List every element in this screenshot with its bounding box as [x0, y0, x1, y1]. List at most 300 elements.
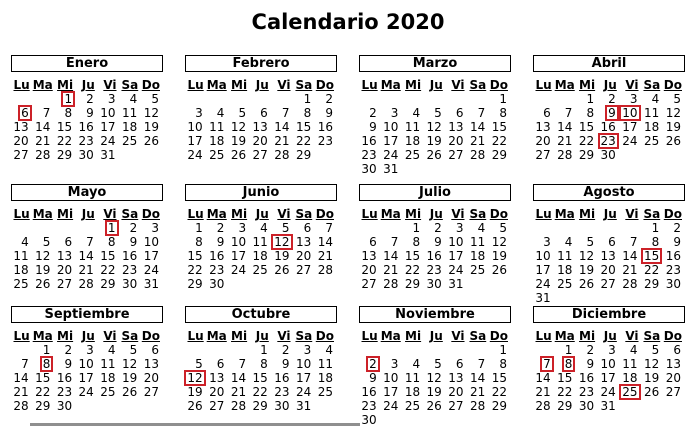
day-cell	[120, 134, 142, 148]
day-number: 25	[404, 399, 421, 413]
day-cell	[468, 221, 490, 235]
day-number: 7	[390, 235, 399, 249]
day-number: 19	[426, 385, 442, 399]
day-number: 20	[600, 263, 616, 277]
day-cell	[185, 221, 207, 235]
day-cell	[207, 221, 229, 235]
day-number: 8	[586, 106, 595, 120]
day-number: 22	[557, 385, 573, 399]
day-cell	[620, 106, 642, 120]
day-number: 7	[86, 235, 94, 249]
day-number: 28	[535, 399, 551, 413]
day-number: 19	[491, 249, 507, 263]
day-cell	[141, 249, 163, 263]
day-cell	[468, 263, 490, 277]
day-cell	[446, 106, 468, 120]
week-row	[359, 277, 511, 291]
day-number: 2	[586, 343, 595, 357]
day-cell	[489, 235, 511, 249]
week-row	[185, 249, 337, 263]
day-number: 28	[78, 277, 94, 291]
day-cell	[33, 92, 55, 106]
month-day-grid	[533, 328, 685, 413]
day-number: 13	[665, 357, 681, 371]
day-cell	[555, 92, 577, 106]
day-number: 23	[317, 134, 333, 148]
day-cell	[315, 343, 337, 357]
month-day-grid	[359, 206, 511, 291]
day-cell	[424, 148, 446, 162]
day-cell	[141, 235, 163, 249]
weekday-header: Mi	[579, 207, 596, 221]
day-cell	[663, 371, 685, 385]
day-cell	[642, 357, 664, 371]
day-cell	[468, 120, 490, 134]
day-number: 24	[230, 263, 247, 277]
day-number: 19	[230, 134, 247, 148]
weekday-header: Vi	[625, 329, 639, 343]
day-number: 22	[643, 263, 660, 277]
weekday-header: Ju	[255, 207, 269, 221]
day-number: 4	[477, 221, 486, 235]
day-number: 1	[499, 343, 507, 357]
day-number: 3	[390, 357, 399, 371]
day-cell	[54, 92, 76, 106]
weekday-header: Ju	[603, 78, 617, 92]
week-row	[185, 120, 337, 134]
day-number: 28	[13, 399, 29, 413]
day-cell	[446, 134, 468, 148]
day-number: 22	[35, 385, 51, 399]
weekday-header: Sa	[643, 78, 661, 92]
weekday-header: Sa	[121, 329, 139, 343]
months-grid	[0, 55, 696, 427]
day-number: 27	[600, 277, 616, 291]
day-number: 30	[665, 277, 681, 291]
day-cell	[315, 277, 337, 291]
day-cell	[468, 357, 490, 371]
day-cell	[576, 385, 598, 399]
day-cell	[120, 148, 142, 162]
month-diciembre	[533, 306, 685, 413]
day-number: 13	[252, 120, 268, 134]
holiday-day: 23	[600, 134, 616, 148]
weekday-header: Sa	[643, 207, 661, 221]
day-number: 10	[295, 357, 312, 371]
day-cell	[424, 277, 446, 291]
day-cell	[620, 357, 642, 371]
weekday-header: Mi	[231, 329, 248, 343]
day-cell	[489, 106, 511, 120]
day-cell	[489, 385, 511, 399]
day-cell	[250, 343, 272, 357]
day-cell	[598, 92, 620, 106]
day-cell	[250, 249, 272, 263]
weekday-header: Lu	[13, 207, 30, 221]
weekday-header: Lu	[187, 329, 204, 343]
day-number: 2	[325, 92, 333, 106]
day-cell	[620, 221, 642, 235]
weekday-header: Ma	[32, 329, 53, 343]
day-cell	[446, 413, 468, 427]
day-number: 18	[252, 249, 268, 263]
day-cell	[533, 249, 555, 263]
week-row	[359, 134, 511, 148]
day-number: 8	[412, 235, 421, 249]
day-cell	[359, 249, 381, 263]
day-cell	[250, 235, 272, 249]
day-number: 21	[230, 385, 247, 399]
day-number: 29	[252, 399, 268, 413]
day-number: 25	[643, 134, 660, 148]
day-number: 28	[317, 263, 333, 277]
weekday-header: Ma	[32, 78, 53, 92]
weekday-header: Mi	[405, 329, 422, 343]
week-row	[185, 148, 337, 162]
day-cell	[489, 162, 511, 176]
day-cell	[272, 120, 294, 134]
day-number: 24	[295, 385, 312, 399]
weekday-header: Lu	[361, 78, 378, 92]
day-cell	[33, 106, 55, 120]
day-number: 23	[665, 263, 681, 277]
day-number: 4	[260, 221, 268, 235]
day-number: 30	[578, 399, 595, 413]
day-number: 7	[564, 106, 573, 120]
day-cell	[576, 120, 598, 134]
month-junio	[185, 184, 337, 291]
day-cell	[381, 235, 403, 249]
day-cell	[359, 134, 381, 148]
day-number: 26	[426, 148, 442, 162]
day-cell	[11, 148, 33, 162]
day-number: 23	[78, 134, 94, 148]
day-cell	[98, 357, 120, 371]
day-number: 21	[35, 134, 51, 148]
weekday-header: Ma	[380, 207, 401, 221]
day-cell	[598, 343, 620, 357]
day-number: 11	[404, 120, 421, 134]
holiday-day: 1	[64, 92, 73, 106]
week-row	[11, 357, 163, 371]
month-noviembre	[359, 306, 511, 427]
day-number: 4	[129, 92, 138, 106]
day-number: 22	[491, 385, 507, 399]
day-cell	[381, 92, 403, 106]
day-number: 15	[100, 249, 116, 263]
weekday-header: Ma	[554, 329, 575, 343]
day-cell	[381, 263, 403, 277]
day-cell	[642, 148, 664, 162]
month-title: Abril	[533, 55, 685, 72]
week-row	[185, 106, 337, 120]
day-cell	[620, 291, 642, 305]
day-cell	[185, 92, 207, 106]
day-cell	[11, 134, 33, 148]
day-cell	[359, 148, 381, 162]
day-number: 25	[13, 277, 29, 291]
day-cell	[663, 221, 685, 235]
day-cell	[33, 221, 55, 235]
day-number: 2	[673, 221, 681, 235]
day-cell	[120, 263, 142, 277]
week-row	[185, 399, 337, 413]
day-cell	[315, 92, 337, 106]
day-cell	[98, 92, 120, 106]
day-cell	[598, 385, 620, 399]
day-cell	[98, 343, 120, 357]
day-number: 8	[260, 357, 268, 371]
day-number: 8	[107, 235, 116, 249]
day-cell	[576, 92, 598, 106]
day-number: 7	[325, 221, 333, 235]
day-cell	[446, 148, 468, 162]
day-cell	[489, 413, 511, 427]
day-cell	[468, 92, 490, 106]
day-cell	[381, 120, 403, 134]
weekday-header: Do	[663, 78, 682, 92]
day-number: 13	[13, 120, 29, 134]
day-cell	[402, 235, 424, 249]
week-row	[11, 371, 163, 385]
day-number: 12	[426, 120, 442, 134]
day-cell	[33, 343, 55, 357]
week-row	[533, 263, 685, 277]
day-cell	[663, 148, 685, 162]
day-cell	[642, 277, 664, 291]
day-cell	[294, 221, 316, 235]
day-cell	[11, 277, 33, 291]
weekday-header: Ma	[554, 78, 575, 92]
day-cell	[555, 291, 577, 305]
month-day-grid	[533, 206, 685, 305]
week-row	[533, 371, 685, 385]
week-row	[185, 134, 337, 148]
weekday-header: Sa	[469, 78, 487, 92]
day-number: 14	[274, 120, 290, 134]
day-number: 19	[143, 120, 159, 134]
day-number: 19	[643, 371, 660, 385]
day-cell	[33, 263, 55, 277]
day-cell	[54, 221, 76, 235]
day-number: 9	[64, 357, 73, 371]
day-number: 20	[448, 134, 464, 148]
day-cell	[294, 235, 316, 249]
week-row	[533, 120, 685, 134]
day-cell	[120, 357, 142, 371]
day-cell	[76, 134, 98, 148]
day-number: 15	[557, 371, 573, 385]
day-cell	[207, 263, 229, 277]
day-number: 1	[499, 92, 507, 106]
day-number: 24	[143, 263, 159, 277]
day-number: 17	[600, 371, 616, 385]
week-row	[359, 148, 511, 162]
day-number: 9	[325, 106, 333, 120]
day-number: 15	[491, 120, 507, 134]
day-number: 22	[100, 263, 116, 277]
day-cell	[11, 263, 33, 277]
day-cell	[402, 134, 424, 148]
day-number: 25	[100, 385, 116, 399]
weekday-header: Ju	[81, 78, 95, 92]
day-number: 21	[317, 249, 333, 263]
day-cell	[11, 235, 33, 249]
weekday-header: Do	[141, 207, 160, 221]
day-cell	[642, 134, 664, 148]
day-cell	[424, 120, 446, 134]
day-cell	[598, 221, 620, 235]
holiday-day: 8	[564, 357, 573, 371]
day-number: 25	[469, 263, 486, 277]
day-cell	[272, 343, 294, 357]
day-number: 16	[317, 120, 333, 134]
day-number: 9	[369, 120, 377, 134]
day-cell	[98, 221, 120, 235]
day-number: 20	[143, 371, 159, 385]
day-number: 1	[303, 92, 312, 106]
day-number: 29	[35, 399, 51, 413]
day-cell	[446, 357, 468, 371]
day-cell	[533, 120, 555, 134]
week-row	[11, 385, 163, 399]
weekday-header: Vi	[277, 329, 291, 343]
day-cell	[141, 92, 163, 106]
day-cell	[76, 235, 98, 249]
day-number: 6	[216, 357, 225, 371]
day-cell	[185, 106, 207, 120]
day-number: 30	[274, 399, 290, 413]
day-number: 29	[295, 148, 312, 162]
day-cell	[76, 399, 98, 413]
day-number: 11	[121, 106, 138, 120]
day-cell	[402, 92, 424, 106]
day-number: 6	[151, 343, 159, 357]
day-cell	[555, 343, 577, 357]
day-number: 24	[383, 148, 399, 162]
day-number: 11	[252, 235, 268, 249]
day-number: 16	[56, 371, 73, 385]
day-cell	[598, 235, 620, 249]
day-number: 19	[578, 263, 595, 277]
day-number: 8	[499, 357, 507, 371]
weekday-header: Sa	[295, 329, 313, 343]
cropped-legend-border	[30, 423, 360, 426]
day-cell	[555, 371, 577, 385]
day-cell	[120, 371, 142, 385]
day-cell	[424, 92, 446, 106]
day-cell	[54, 249, 76, 263]
day-cell	[381, 343, 403, 357]
day-cell	[642, 235, 664, 249]
day-number: 23	[361, 148, 377, 162]
day-cell	[185, 148, 207, 162]
day-number: 4	[325, 343, 333, 357]
day-cell	[598, 134, 620, 148]
day-number: 17	[448, 249, 464, 263]
day-number: 6	[543, 106, 551, 120]
day-cell	[663, 235, 685, 249]
day-number: 6	[303, 221, 312, 235]
day-cell	[489, 148, 511, 162]
day-cell	[533, 277, 555, 291]
day-number: 22	[491, 134, 507, 148]
day-cell	[359, 221, 381, 235]
weekday-header: Sa	[643, 329, 661, 343]
day-number: 10	[143, 235, 159, 249]
day-number: 27	[448, 148, 464, 162]
day-number: 14	[557, 120, 573, 134]
weekday-header: Ju	[81, 329, 95, 343]
day-number: 25	[317, 385, 333, 399]
day-number: 9	[129, 235, 138, 249]
day-number: 26	[274, 263, 290, 277]
day-number: 9	[86, 106, 94, 120]
day-number: 26	[426, 399, 442, 413]
day-cell	[642, 92, 664, 106]
day-cell	[402, 385, 424, 399]
day-number: 9	[586, 357, 595, 371]
day-number: 28	[557, 148, 573, 162]
day-cell	[620, 343, 642, 357]
weekday-header: Sa	[295, 78, 313, 92]
day-cell	[33, 148, 55, 162]
day-cell	[76, 385, 98, 399]
day-number: 4	[216, 106, 225, 120]
day-number: 20	[209, 385, 225, 399]
day-cell	[489, 221, 511, 235]
day-cell	[141, 134, 163, 148]
day-number: 19	[187, 385, 203, 399]
day-cell	[294, 134, 316, 148]
day-cell	[468, 343, 490, 357]
day-cell	[315, 399, 337, 413]
day-cell	[294, 385, 316, 399]
day-number: 19	[121, 371, 138, 385]
day-number: 30	[121, 277, 138, 291]
day-cell	[294, 92, 316, 106]
day-number: 22	[252, 385, 268, 399]
day-cell	[185, 120, 207, 134]
holiday-day: 15	[643, 249, 660, 263]
day-number: 11	[469, 235, 486, 249]
day-cell	[33, 385, 55, 399]
day-cell	[381, 134, 403, 148]
day-number: 2	[608, 92, 616, 106]
day-cell	[642, 343, 664, 357]
day-number: 30	[78, 148, 94, 162]
day-cell	[76, 106, 98, 120]
week-row	[359, 235, 511, 249]
day-cell	[533, 134, 555, 148]
day-cell	[315, 249, 337, 263]
weekday-header: Do	[489, 207, 508, 221]
week-row	[533, 249, 685, 263]
day-cell	[533, 148, 555, 162]
day-cell	[228, 399, 250, 413]
day-cell	[381, 249, 403, 263]
day-number: 10	[230, 235, 247, 249]
weekday-header: Vi	[277, 78, 291, 92]
day-number: 10	[100, 106, 116, 120]
day-cell	[250, 120, 272, 134]
day-number: 22	[295, 134, 312, 148]
day-cell	[185, 343, 207, 357]
day-cell	[294, 263, 316, 277]
day-cell	[11, 106, 33, 120]
day-cell	[359, 357, 381, 371]
day-cell	[359, 263, 381, 277]
